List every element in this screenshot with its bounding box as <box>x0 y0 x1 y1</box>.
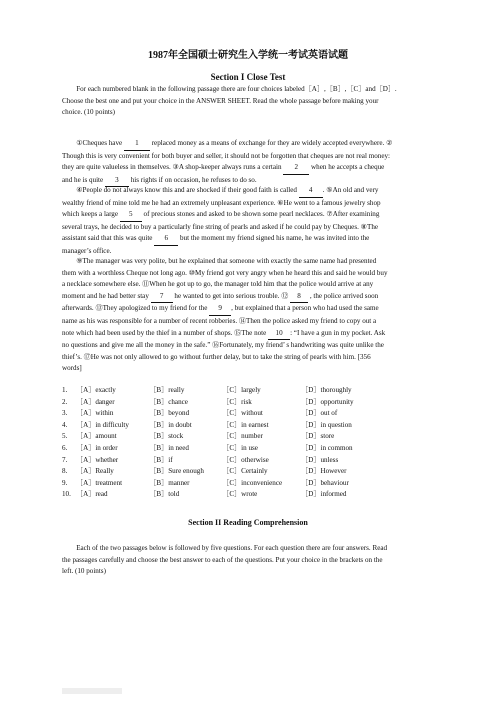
choice-letter-c: ［C］ <box>222 409 242 418</box>
para3-line-1: ⑨The manager was very polite, but he explained that someone with exactly the same name had presented <box>76 257 377 265</box>
para3-line-10: words] <box>62 364 82 373</box>
para2-line-2: wealthy friend of mine told me he had an extremely unpleasant experience. ⑥He went to a famous jewelry shop <box>62 198 381 207</box>
choice-row <box>62 408 374 420</box>
sec2-instr-line-2: the passages carefully and choose the best answer to each of the questions. Put your choice in the brackets on the <box>62 555 383 564</box>
choice-letter-d: ［D］ <box>301 455 321 464</box>
choice-option-d[interactable]: However <box>320 467 347 476</box>
choice-option-c[interactable]: without <box>241 409 263 418</box>
choice-letter-a: ［A］ <box>76 397 96 406</box>
para1-line-2: Though this is very convenient for both buyer and seller, it should not be forgotten that cheques are not real money: <box>62 151 390 160</box>
choice-number: 7. <box>62 455 68 464</box>
choice-option-d[interactable]: out of <box>320 409 338 418</box>
choice-letter-b: ［B］ <box>149 443 169 452</box>
para3-line-5: afterwards. ⑬They apologized to my friend for the 9 , but explained that a person who had used the same <box>62 303 456 316</box>
choice-letter-c: ［C］ <box>222 420 242 429</box>
choice-row <box>62 466 374 478</box>
faint-watermark-mark <box>62 688 122 694</box>
blank-1: 1 <box>124 138 150 151</box>
blank-5: 5 <box>120 209 142 222</box>
choice-letter-d: ［D］ <box>301 443 321 452</box>
choice-number: 8. <box>62 467 68 476</box>
exam-title: 1987年全国硕士研究生入学统一考试英语试题 <box>148 50 348 61</box>
choice-option-c[interactable]: otherwise <box>241 455 269 464</box>
choice-number: 9. <box>62 478 68 487</box>
choice-option-b[interactable]: in need <box>168 443 189 452</box>
choice-letter-b: ［B］ <box>149 467 169 476</box>
choice-option-a[interactable]: treatment <box>95 478 123 487</box>
choice-letter-c: ［C］ <box>222 397 242 406</box>
choice-option-a[interactable]: danger <box>95 397 115 406</box>
choice-letter-a: ［A］ <box>76 478 96 487</box>
choice-letter-a: ［A］ <box>76 409 96 418</box>
choice-option-d[interactable]: store <box>320 432 335 441</box>
choice-option-d[interactable]: informed <box>320 490 347 499</box>
choice-row <box>62 431 374 443</box>
para1-line-3: they are quite valueless in themselves. ③A shop-keeper always runs a certain 2 when he accepts a cheque <box>62 162 456 175</box>
choice-number: 6. <box>62 443 68 452</box>
para3-line-7: note which had been used by the thief in a number of shops. ⑮The note 10 : “I have a gun in my pocket. Ask <box>62 328 456 341</box>
sec2-instr-line-3: left. (10 points) <box>62 567 106 576</box>
section1-instructions <box>62 84 456 119</box>
choice-row <box>62 397 374 409</box>
para3-line-9: thief’s. ⑰He was not only allowed to go without further delay, but to take the string of pearls with him. [356 <box>62 352 371 361</box>
choice-number: 10. <box>62 490 71 499</box>
para2-line-1: ④People do not always know this and are shocked if their good faith is called 4 . ⑤An old and very <box>62 185 456 198</box>
choice-letter-c: ［C］ <box>222 467 242 476</box>
choice-letter-d: ［D］ <box>301 386 321 394</box>
blank-10: 10 <box>268 328 290 341</box>
choice-letter-a: ［A］ <box>76 455 96 464</box>
choice-number: 3. <box>62 409 68 418</box>
choice-option-c[interactable]: Certainly <box>241 467 268 476</box>
para3-line-4: moment and he had better stay 7 he wanted to get into serious trouble. ⑫ 8 , the police arrived soon <box>62 291 456 304</box>
choice-number: 1. <box>62 386 68 394</box>
choice-letter-a: ［A］ <box>76 490 96 499</box>
choice-letter-d: ［D］ <box>301 432 321 441</box>
para2-line-3: which keeps a large 5 of precious stones and asked to be shown some pearl necklaces. ⑦After examining <box>62 209 456 222</box>
choice-row <box>62 489 374 501</box>
choice-option-b[interactable]: if <box>168 455 173 464</box>
choice-row <box>62 478 374 490</box>
choice-letter-b: ［B］ <box>149 490 169 499</box>
choice-option-b[interactable]: really <box>168 386 185 394</box>
choice-option-c[interactable]: wrote <box>241 490 258 499</box>
choice-letter-d: ［D］ <box>301 409 321 418</box>
passage-paragraph-2 <box>62 185 456 258</box>
choice-letter-d: ［D］ <box>301 420 321 429</box>
passage-paragraph-1 <box>62 138 456 187</box>
choices-table <box>62 385 374 501</box>
choice-letter-d: ［D］ <box>301 467 321 476</box>
choice-option-a[interactable]: in difficulty <box>95 420 129 429</box>
instr-line-1: For each numbered blank in the following passage there are four choices labeled［A］,［B］,［C］and［D］. <box>76 85 397 93</box>
passage-paragraph-3 <box>62 256 456 375</box>
choice-number: 5. <box>62 432 68 441</box>
choice-option-d[interactable]: in common <box>320 443 353 452</box>
choice-option-c[interactable]: in earnest <box>241 420 269 429</box>
blank-9: 9 <box>209 303 231 316</box>
para3-line-8: no questions and give me all the money in the safe.” ⑯Fortunately, my friend’ s handwriting was quite unlike the <box>62 341 384 350</box>
choice-option-b[interactable]: chance <box>168 397 188 406</box>
choice-letter-b: ［B］ <box>149 386 169 394</box>
choice-row <box>62 455 374 467</box>
para3-line-6: name as his was responsible for a number of recent robberies. ⑭Then the police asked my friend to copy out a <box>62 316 377 325</box>
blank-7: 7 <box>151 291 173 304</box>
choice-letter-b: ［B］ <box>149 478 169 487</box>
instr-line-3: choice. (10 points) <box>62 108 115 117</box>
choice-option-a[interactable]: in order <box>95 443 118 452</box>
choice-option-c[interactable]: largely <box>241 386 261 394</box>
choice-letter-b: ［B］ <box>149 455 169 464</box>
choice-option-a[interactable]: whether <box>95 455 119 464</box>
sec2-instr-line-1: Each of the two passages below is followed by five questions. For each question there are four answers. Read <box>76 544 388 552</box>
choice-letter-a: ［A］ <box>76 386 96 394</box>
choice-letter-c: ［C］ <box>222 432 242 441</box>
choice-letter-d: ［D］ <box>301 397 321 406</box>
choice-option-b[interactable]: stock <box>168 432 184 441</box>
choice-option-b[interactable]: Sure enough <box>168 467 204 476</box>
choice-letter-c: ［C］ <box>222 455 242 464</box>
choice-option-a[interactable]: read <box>95 490 108 499</box>
para3-line-3: a necklace somewhere else. ⑪When he got up to go, the manager told him that the police would arrive at any <box>62 280 374 289</box>
choice-letter-b: ［B］ <box>149 432 169 441</box>
choice-option-b[interactable]: beyond <box>168 409 190 418</box>
choice-letter-b: ［B］ <box>149 397 169 406</box>
choice-number: 2. <box>62 397 68 406</box>
choice-option-d[interactable]: opportunity <box>320 397 354 406</box>
choice-row <box>62 385 374 397</box>
choice-letter-b: ［B］ <box>149 420 169 429</box>
blank-4: 4 <box>299 185 323 198</box>
blank-8: 8 <box>290 291 308 304</box>
choice-letter-d: ［D］ <box>301 490 321 499</box>
para1-line-1: ①Cheques have 1 replaced money as a means of exchange for they are widely accepted everywhere. ② <box>62 138 456 151</box>
choice-letter-a: ［A］ <box>76 420 96 429</box>
choice-option-c[interactable]: risk <box>241 397 252 406</box>
blank-6: 6 <box>154 233 178 246</box>
choice-letter-c: ［C］ <box>222 490 242 499</box>
choice-option-c[interactable]: in use <box>241 443 258 452</box>
choice-option-c[interactable]: number <box>241 432 263 441</box>
choice-option-a[interactable]: amount <box>95 432 117 441</box>
choice-letter-c: ［C］ <box>222 443 242 452</box>
blank-2: 2 <box>283 162 309 175</box>
choice-letter-a: ［A］ <box>76 467 96 476</box>
choice-option-d[interactable]: behaviour <box>320 478 349 487</box>
choice-letter-a: ［A］ <box>76 432 96 441</box>
para2-line-6: manager’s office. <box>62 246 112 255</box>
choice-letter-d: ［D］ <box>301 478 321 487</box>
choice-option-c[interactable]: inconvenience <box>241 478 283 487</box>
choice-letter-c: ［C］ <box>222 478 242 487</box>
section2-instructions <box>62 543 456 578</box>
choice-row <box>62 420 374 432</box>
choice-number: 4. <box>62 420 68 429</box>
choice-option-d[interactable]: thoroughly <box>320 386 352 394</box>
choice-letter-a: ［A］ <box>76 443 96 452</box>
para2-line-5: assistant said that this was quite 6 but the moment my friend signed his name, he was invited into the <box>62 233 456 246</box>
choice-letter-b: ［B］ <box>149 409 169 418</box>
choice-option-a[interactable]: within <box>95 409 114 418</box>
instr-line-2: Choose the best one and put your choice in the ANSWER SHEET. Read the whole passage before making your <box>62 96 379 105</box>
para1-line-4: and he is quite 3 his rights if on occasion, he refuses to do so. <box>62 175 456 188</box>
choice-row <box>62 443 374 455</box>
choice-option-a[interactable]: exactly <box>95 386 116 394</box>
para3-line-2: them with a worthless Cheque not long ago. ⑩My friend got very angry when he heard this and said he would buy <box>62 268 388 277</box>
choice-option-d[interactable]: in question <box>320 420 352 429</box>
choice-option-b[interactable]: in doubt <box>168 420 192 429</box>
choice-letter-c: ［C］ <box>222 386 242 394</box>
section2-heading: Section II Reading Comprehension <box>188 518 308 527</box>
choice-option-b[interactable]: manner <box>168 478 190 487</box>
choice-option-a[interactable]: Really <box>95 467 114 476</box>
para2-line-4: several trays, he decided to buy a particularly fine string of pearls and asked if he could pay by Cheques. ⑧The <box>62 222 379 231</box>
section1-heading: Section I Close Test <box>210 72 286 82</box>
choice-option-b[interactable]: told <box>168 490 180 499</box>
blank-3: 3 <box>105 175 129 188</box>
choice-option-d[interactable]: unless <box>320 455 339 464</box>
